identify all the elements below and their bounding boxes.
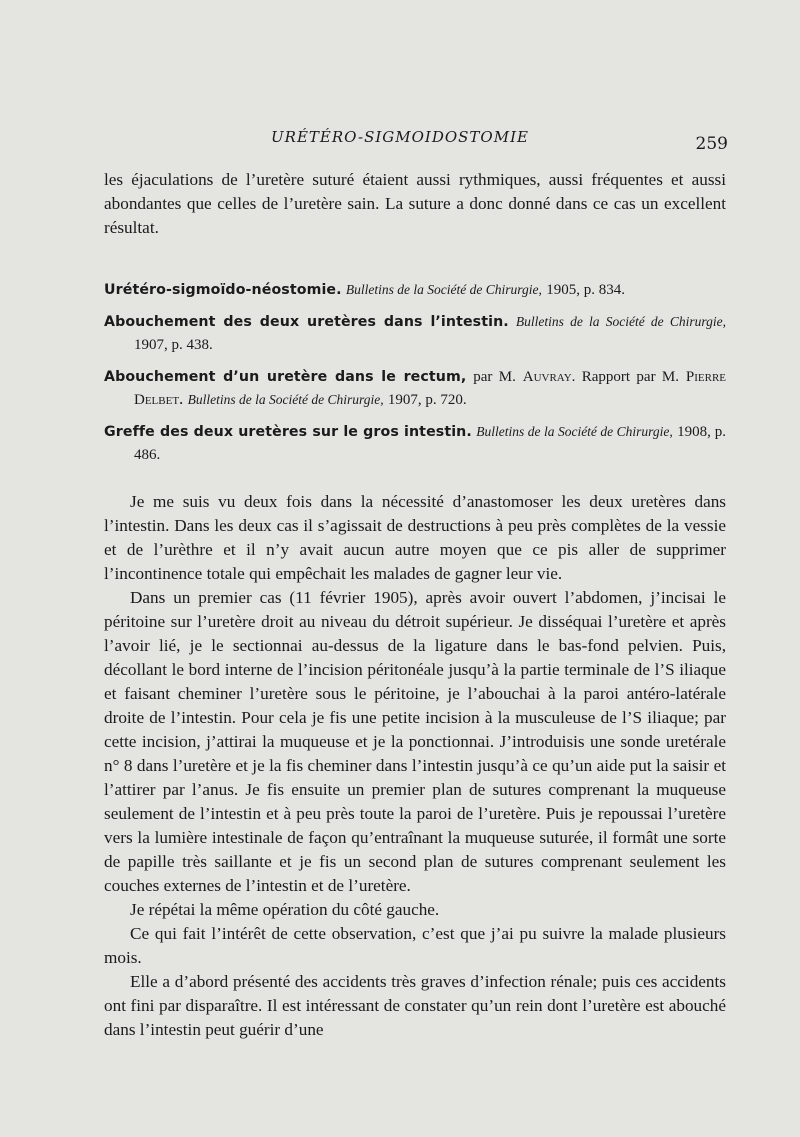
running-title: URÉTÉRO-SIGMOIDOSTOMIE xyxy=(271,128,529,146)
reference-author: Pierre Delbet xyxy=(134,369,727,408)
reference-entry xyxy=(104,278,726,301)
reference-text: par M. xyxy=(473,369,516,385)
reference-details: 1905, p. 834. xyxy=(546,282,625,298)
body-paragraph: Je répétai la même opération du côté gauche. xyxy=(130,900,440,919)
reference-journal: Bulletins de la Société de Chirurgie, xyxy=(476,424,673,439)
reference-author: Auvray xyxy=(522,369,572,385)
reference-entry: Abouchement d’un uretère dans le rectum, par M. Auvray. Rapport par M. Pierre Delbet. Bulletins de la Société de Chirurgie, 1907, p. 720. xyxy=(104,369,727,408)
reference-journal: Bulletins de la Société de Chirurgie, xyxy=(187,392,384,407)
opening-paragraph: les éjaculations de l’uretère suturé étaient aussi rythmiques, aussi fréquentes et aussi abondantes que celles de l’uretère sain. La suture a donc donné dans ce cas un excellent résultat. xyxy=(104,170,726,237)
reference-details: 1907, p. 720. xyxy=(387,392,467,408)
reference-details: 1907, p. 438. xyxy=(134,337,213,353)
page-body xyxy=(104,168,726,1042)
body-paragraph: Dans un premier cas (11 février 1905), après avoir ouvert l’abdomen, j’incisai le péritoine sur l’uretère droit au niveau du détroit supérieur. Je disséquai l’uretère et après l’avoir lié, je le sectionnai au-dessus de la ligature dans le bas-fond pelvien. Puis, décollant le bord interne de l’incision péritonéale jusqu’à la partie terminale de l’S iliaque et faisant cheminer l’uretère sous le péritoine, je l’abouchai à la paroi antéro-latérale droite de l’intestin. Pour cela je fis une petite incision à la musculeuse de l’S iliaque; par cette incision, j’attirai la muqueuse et je la ponctionnai. J’introduisis une sonde uretérale n° 8 dans l’uretère et je la fis cheminer dans l’intestin jusqu’à ce qu’un aide put la saisir et l’attirer par l’anus. Je fis ensuite un premier plan de sutures comprenant la muqueuse seulement de l’intestin et à peu près toute la paroi de l’uretère. Puis je repoussai l’uretère vers la lumière intestinale de façon qu’entraînant la muqueuse suturée, il formât une sorte de papille très saillante et je fis un second plan de sutures comprenant seulement les couches externes de l’intestin et de l’uretère. xyxy=(104,588,726,895)
reference-entry xyxy=(104,310,726,356)
reference-journal: Bulletins de la Société de Chirurgie, xyxy=(345,282,542,297)
reference-title: Greffe des deux uretères sur le gros intestin. xyxy=(104,424,472,440)
reference-title: Abouchement d’un uretère dans le rectum, xyxy=(104,369,467,385)
body-paragraph: Elle a d’abord présenté des accidents très graves d’infection rénale; puis ces accidents ont fini par disparaître. Il est intéressant de constater qu’un rein dont l’uretère est abouché dans l’intestin peut guérir d’une xyxy=(104,972,726,1039)
body-paragraph: Je me suis vu deux fois dans la nécessité d’anastomoser les deux uretères dans l’intestin. Dans les deux cas il s’agissait de destructions à peu près complètes de la vessie et de l’urèthre et il n’y avait aucun autre moyen que ce pis aller de supprimer l’incontinence totale qui empêchait les malades de gagner leur vie. xyxy=(104,492,726,583)
reference-title: Urétéro-sigmoïdo-néostomie. xyxy=(104,282,342,298)
page-number: 259 xyxy=(695,134,728,154)
page-header xyxy=(0,128,800,152)
reference-journal: Bulletins de la Société de Chirurgie, xyxy=(515,314,726,329)
body-paragraph: Ce qui fait l’intérêt de cette observation, c’est que j’ai pu suivre la malade plusieurs mois. xyxy=(104,924,726,967)
reference-entry xyxy=(104,420,726,466)
reference-details: 1908, p. 486. xyxy=(134,424,727,463)
reference-text: . Rapport par M. xyxy=(571,369,679,385)
reference-title: Abouchement des deux uretères dans l’intestin. xyxy=(104,314,509,330)
